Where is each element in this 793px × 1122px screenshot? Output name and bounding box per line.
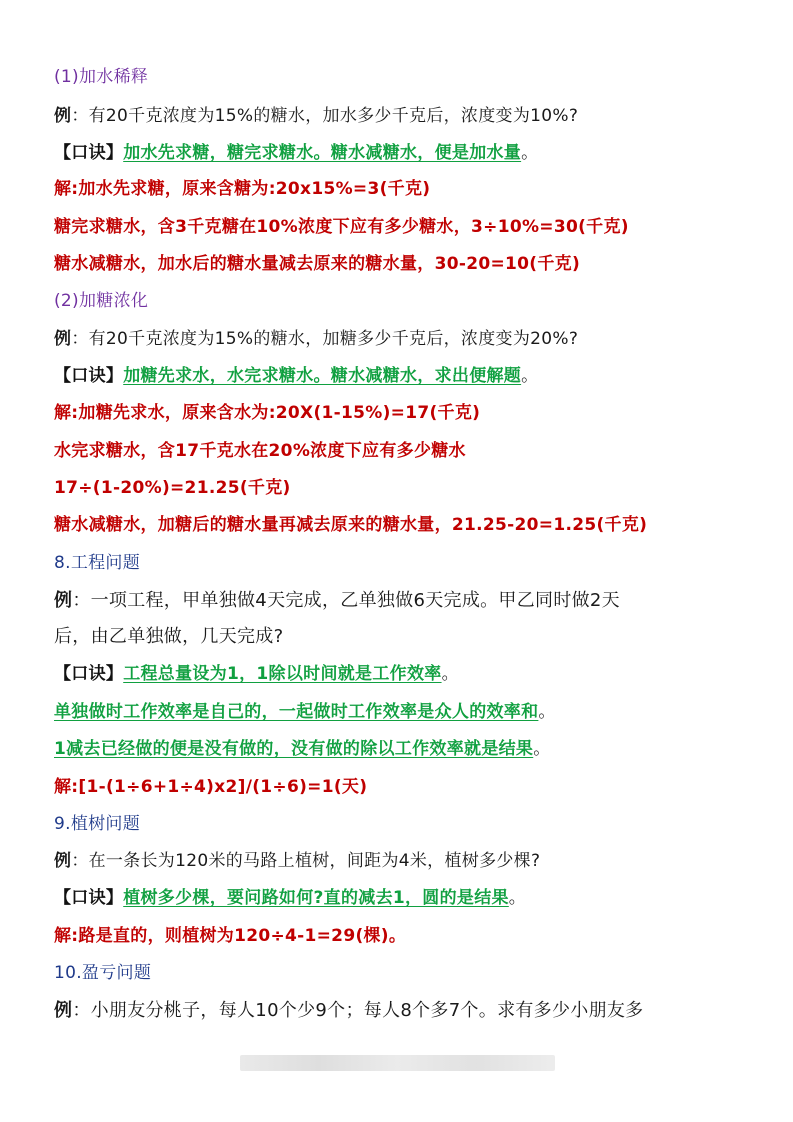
mnemonic-label: 【口诀】 <box>54 143 124 163</box>
solution-line: 糖水减糖水，加水后的糖水量减去原来的糖水量，30-20=10(千克) <box>54 254 581 274</box>
example-text: ：小朋友分桃子，每人10个少9个；每人8个多7个。求有多少小朋友多 <box>72 1000 644 1021</box>
example-line-continued: 后，由乙单独做，几天完成? <box>54 626 284 647</box>
mnemonic-period: 。 <box>533 739 551 759</box>
solution-line: 糖完求糖水，含3千克糖在10%浓度下应有多少糖水，3÷10%=30(千克) <box>54 217 629 237</box>
mnemonic-text: 工程总量设为1，1除以时间就是工作效率 <box>123 664 442 684</box>
mnemonic-period: 。 <box>521 143 539 163</box>
example-label: 例 <box>54 590 73 611</box>
example-text: ：有20千克浓度为15%的糖水，加糖多少千克后，浓度变为20%? <box>71 329 579 349</box>
example-text: ：有20千克浓度为15%的糖水，加水多少千克后，浓度变为10%? <box>71 106 579 126</box>
example-text: ：一项工程，甲单独做4天完成，乙单独做6天完成。甲乙同时做2天 <box>72 590 620 611</box>
mnemonic-period: 。 <box>441 664 459 684</box>
mnemonic-label: 【口诀】 <box>54 664 124 684</box>
example-line <box>54 103 578 129</box>
mnemonic-label: 【口诀】 <box>54 366 124 386</box>
example-line <box>54 588 620 614</box>
mnemonic-label: 【口诀】 <box>54 888 124 908</box>
example-label: 例 <box>54 851 72 871</box>
section-heading-concentration: (2)加糖浓化 <box>54 291 149 311</box>
example-line <box>54 998 643 1024</box>
mnemonic-line <box>54 885 526 911</box>
example-label: 例 <box>54 1000 73 1021</box>
mnemonic-text: 加糖先求水，水完求糖水。糖水减糖水，求出便解题 <box>123 366 522 386</box>
mnemonic-period: 。 <box>538 702 556 722</box>
mnemonic-line <box>54 736 551 762</box>
example-line <box>54 848 540 874</box>
mnemonic-line <box>54 140 538 166</box>
mnemonic-text: 单独做时工作效率是自己的，一起做时工作效率是众人的效率和 <box>54 702 539 722</box>
solution-line: 解:加糖先求水，原来含水为:20X(1-15%)=17(千克) <box>54 403 481 423</box>
blurred-footer-watermark <box>240 1055 555 1071</box>
section-heading-engineering: 8.工程问题 <box>54 553 141 573</box>
solution-line: 水完求糖水，含17千克水在20%浓度下应有多少糖水 <box>54 441 466 461</box>
example-label: 例 <box>54 106 72 126</box>
solution-line: 解:路是直的，则植树为120÷4-1=29(棵)。 <box>54 926 407 946</box>
mnemonic-period: 。 <box>521 366 539 386</box>
solution-line: 糖水减糖水，加糖后的糖水量再减去原来的糖水量，21.25-20=1.25(千克) <box>54 515 648 535</box>
solution-line: 解:[1-(1÷6+1÷4)x2]/(1÷6)=1(天) <box>54 777 368 797</box>
example-text: ：在一条长为120米的马路上植树，间距为4米，植树多少棵? <box>71 851 541 871</box>
mnemonic-line <box>54 363 538 389</box>
solution-line: 17÷(1-20%)=21.25(千克) <box>54 478 291 498</box>
section-heading-profit-loss: 10.盈亏问题 <box>54 963 152 983</box>
example-label: 例 <box>54 329 72 349</box>
section-heading-tree-planting: 9.植树问题 <box>54 814 141 834</box>
mnemonic-text: 加水先求糖，糖完求糖水。糖水减糖水，便是加水量 <box>123 143 522 163</box>
example-line <box>54 326 578 352</box>
mnemonic-text: 植树多少棵，要问路如何?直的减去1，圆的是结果 <box>123 888 509 908</box>
mnemonic-line <box>54 699 556 725</box>
section-heading-dilution: (1)加水稀释 <box>54 67 149 87</box>
mnemonic-line <box>54 661 459 687</box>
solution-line: 解:加水先求糖，原来含糖为:20x15%=3(千克) <box>54 179 431 199</box>
mnemonic-text: 1减去已经做的便是没有做的，没有做的除以工作效率就是结果 <box>54 739 534 759</box>
mnemonic-period: 。 <box>508 888 527 908</box>
